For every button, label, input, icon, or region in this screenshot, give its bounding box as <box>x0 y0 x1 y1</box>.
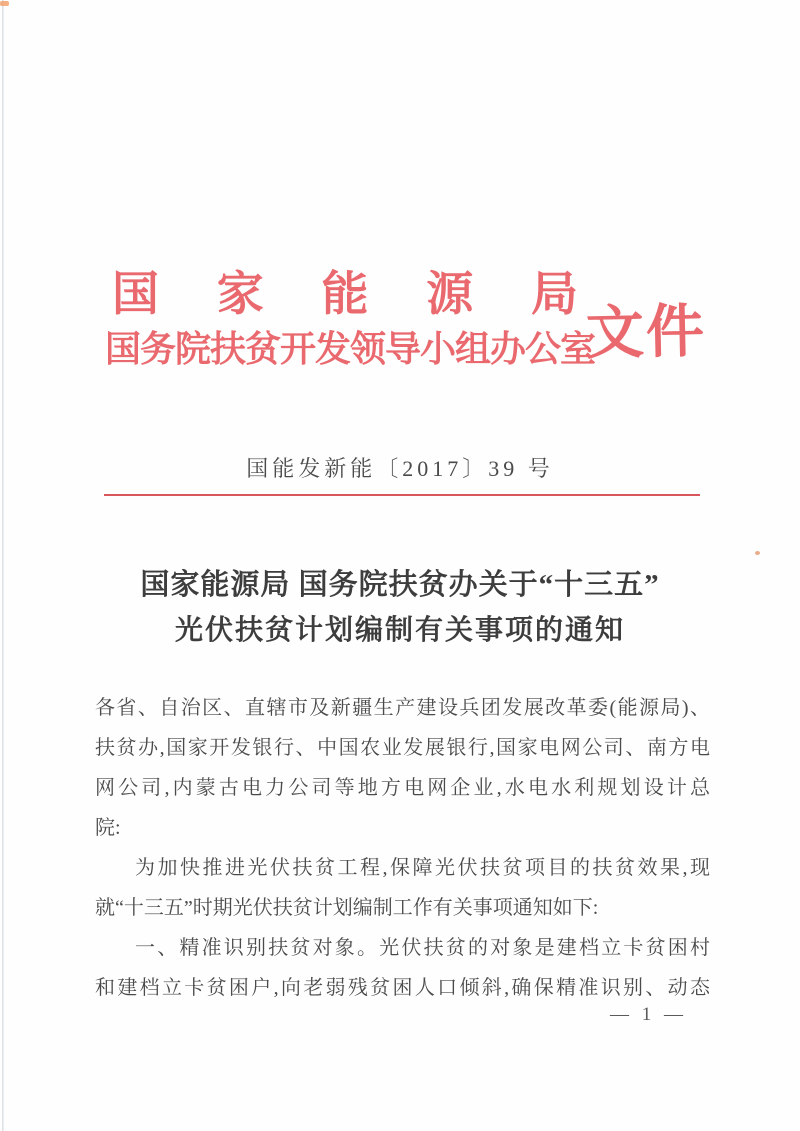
letterhead-agency-line2: 国务院扶贫开发领导小组办公室 <box>105 329 596 369</box>
letterhead-doc-type-label: 文件 <box>585 298 707 367</box>
document-title-line2: 光伏扶贫计划编制有关事项的通知 <box>174 615 625 646</box>
body-line: 为加快推进光伏扶贫工程,保障光伏扶贫项目的扶贫效果,现 <box>135 857 710 879</box>
body-line: 各省、自治区、直辖市及新疆生产建设兵团发展改革委(能源局)、 <box>95 697 710 719</box>
doc-number: 国能发新能〔2017〕39 号 <box>246 456 554 481</box>
agency-char: 国 <box>112 269 159 321</box>
page-number: — 1 — <box>610 1004 687 1025</box>
agency-char: 家 <box>216 269 264 321</box>
scan-artifact-speck <box>755 551 760 555</box>
body-line: 一、精准识别扶贫对象。光伏扶贫的对象是建档立卡贫困村 <box>135 937 710 959</box>
agency-char: 能 <box>321 269 369 321</box>
letterhead-agency-line1 <box>112 266 578 324</box>
agency-char: 局 <box>531 269 578 321</box>
body-line: 院: <box>95 817 121 839</box>
body-line: 和建档立卡贫困户,向老弱残贫困人口倾斜,确保精准识别、动态 <box>95 977 710 999</box>
red-divider-line <box>104 494 700 496</box>
body-line: 就“十三五”时期光伏扶贫计划编制工作有关事项通知如下: <box>95 897 599 919</box>
body-line: 扶贫办,国家开发银行、中国农业发展银行,国家电网公司、南方电 <box>95 737 710 759</box>
body-line: 网公司,内蒙古电力公司等地方电网企业,水电水利规划设计总 <box>95 777 710 799</box>
document-title-line1: 国家能源局 国务院扶贫办关于“十三五” <box>140 569 660 601</box>
agency-char: 源 <box>426 269 474 321</box>
document-body <box>95 688 710 1008</box>
scan-artifact-speck <box>0 1 9 6</box>
